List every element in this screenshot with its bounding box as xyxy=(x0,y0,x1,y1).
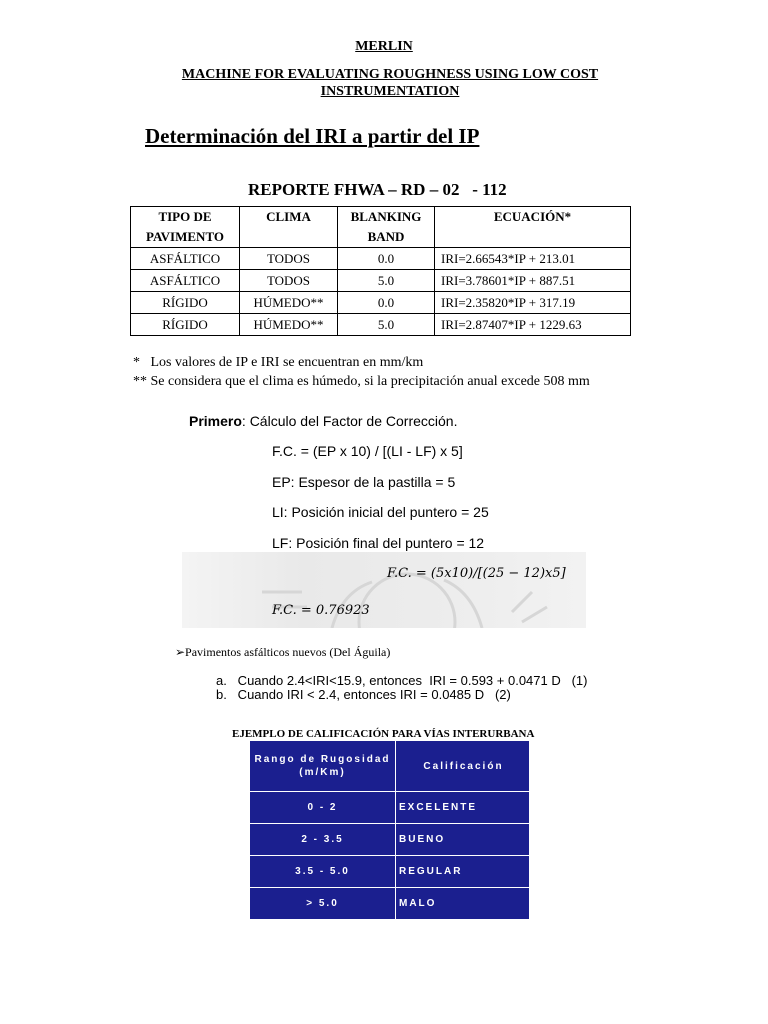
table-cell: 5.0 xyxy=(338,314,435,336)
rating-header-range: Rango de Rugosidad (m/Km) xyxy=(250,741,396,792)
column-header: TIPO DE PAVIMENTO xyxy=(131,207,240,248)
rating-header-class: Calificación xyxy=(396,741,530,792)
li-definition: LI: Posición inicial del puntero = 25 xyxy=(272,504,489,520)
rating-label: EXCELENTE xyxy=(396,792,530,824)
rating-range: 2 - 3.5 xyxy=(250,824,396,856)
table-cell: IRI=2.35820*IP + 317.19 xyxy=(435,292,631,314)
table-cell: 0.0 xyxy=(338,292,435,314)
document-subtitle: MACHINE FOR EVALUATING ROUGHNESS USING LOW COST INSTRUMENTATION xyxy=(181,67,599,99)
column-header: ECUACIÓN* xyxy=(435,207,631,248)
watermark-image-strip xyxy=(182,552,586,628)
formula: F.C. = (EP x 10) / [(LI - LF) x 5] xyxy=(272,443,463,459)
condition-b: b. Cuando IRI < 2.4, entonces IRI = 0.0485 D (2) xyxy=(216,687,511,702)
rating-label: REGULAR xyxy=(396,856,530,888)
table-cell: RÍGIDO xyxy=(131,314,240,336)
report-title: REPORTE FHWA – RD – 02 - 112 xyxy=(248,180,507,199)
rating-header-row xyxy=(250,741,530,792)
table-cell: ASFÁLTICO xyxy=(131,270,240,292)
calculation-label: Primero xyxy=(189,413,242,429)
table-cell: TODOS xyxy=(240,270,338,292)
rating-table xyxy=(249,740,530,920)
table-row xyxy=(250,792,530,824)
calculation-heading xyxy=(189,413,457,429)
condition-a: a. Cuando 2.4<IRI<15.9, entonces IRI = 0.593 + 0.0471 D (1) xyxy=(216,673,588,688)
table-footnote: * Los valores de IP e IRI se encuentran en mm/km xyxy=(133,355,424,370)
rating-label: BUENO xyxy=(396,824,530,856)
calculation-heading-text: : Cálculo del Factor de Corrección. xyxy=(241,413,458,429)
asphalt-heading: ➢Pavimentos asfálticos nuevos (Del Águila) xyxy=(175,645,391,659)
table-row xyxy=(250,888,530,920)
ep-definition: EP: Espesor de la pastilla = 5 xyxy=(272,474,456,490)
table-cell: TODOS xyxy=(240,248,338,270)
table-row xyxy=(131,270,631,292)
table-cell: ASFÁLTICO xyxy=(131,248,240,270)
table-cell: IRI=2.66543*IP + 213.01 xyxy=(435,248,631,270)
table-cell: HÚMEDO** xyxy=(240,314,338,336)
table-row xyxy=(250,824,530,856)
math-result: F.C. = 0.76923 xyxy=(272,603,370,618)
table-cell: 5.0 xyxy=(338,270,435,292)
rating-range: 3.5 - 5.0 xyxy=(250,856,396,888)
table-row xyxy=(131,292,631,314)
document-title: MERLIN xyxy=(355,39,413,54)
section-title: Determinación del IRI a partir del IP xyxy=(145,124,480,148)
fhwa-table xyxy=(130,206,631,336)
table-header-row xyxy=(131,207,631,248)
table-footnote: ** Se considera que el clima es húmedo, si la precipitación anual excede 508 mm xyxy=(133,374,590,389)
table-cell: HÚMEDO** xyxy=(240,292,338,314)
table-cell: IRI=3.78601*IP + 887.51 xyxy=(435,270,631,292)
rating-label: MALO xyxy=(396,888,530,920)
table-cell: RÍGIDO xyxy=(131,292,240,314)
column-header: BLANKING BAND xyxy=(338,207,435,248)
rating-table-title: EJEMPLO DE CALIFICACIÓN PARA VÍAS INTERURBANA xyxy=(232,728,535,740)
rating-range: > 5.0 xyxy=(250,888,396,920)
table-row xyxy=(250,856,530,888)
table-row xyxy=(131,248,631,270)
lf-definition: LF: Posición final del puntero = 12 xyxy=(272,535,485,551)
table-cell: 0.0 xyxy=(338,248,435,270)
math-substitution: F.C. = (5x10)/[(25 − 12)x5] xyxy=(387,566,566,581)
table-row xyxy=(131,314,631,336)
column-header: CLIMA xyxy=(240,207,338,248)
rating-range: 0 - 2 xyxy=(250,792,396,824)
table-cell: IRI=2.87407*IP + 1229.63 xyxy=(435,314,631,336)
